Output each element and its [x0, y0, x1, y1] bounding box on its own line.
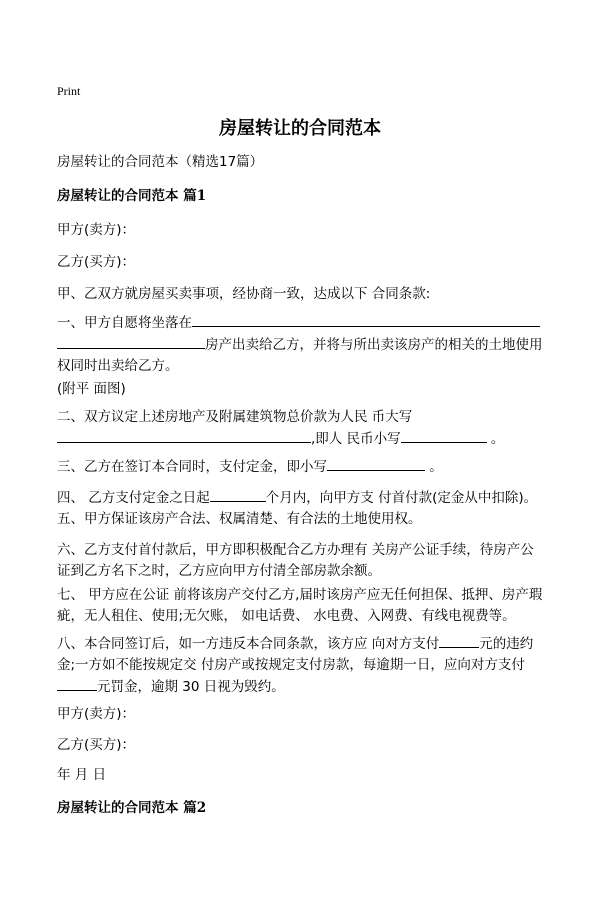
price-lower-blank: [401, 428, 487, 443]
penalty-blank-2: [57, 676, 97, 691]
clause-8-part-b: 元的违约金;一方如不能按规定交 付房产或按规定支付房款，每逾期一日，应向对方支付: [57, 636, 534, 673]
clause-2: [57, 407, 547, 450]
clause-7: 七、 甲方应在公证 前将该房产交付乙方,届时该房产应无任何担保、抵押、房产瑕疵，无人租住、使用;无欠账， 如电话费、 水电费、入网费、有线电视费等。: [57, 587, 543, 624]
document-subtitle: 房屋转让的合同范本（精选17篇）: [57, 154, 264, 170]
print-label: Print: [57, 84, 81, 98]
section-2-heading: 房屋转让的合同范本 篇2: [57, 800, 207, 816]
address-blank-2: [57, 334, 205, 349]
clause-2-part-a: 二、双方议定上述房地产及附属建筑物总价款为人民 币大写: [57, 409, 413, 425]
signature-buyer: 乙方(买方)：: [57, 737, 136, 753]
clause-3: [57, 456, 547, 478]
address-blank-1: [192, 312, 540, 327]
clause-2-part-c: 。: [490, 431, 505, 447]
price-upper-blank: [57, 428, 311, 443]
clause-4-part-b: 个月内，向甲方支 付首付款(定金从中扣除)。 五、甲方保证该房产合法、权属清楚、有合法的土地使用权。: [57, 490, 538, 527]
clause-8-part-c: 元罚金，逾期 30 日视为毁约。: [97, 679, 285, 695]
attachment-note: (附平 面图): [57, 381, 126, 397]
clause-1-part-b: 房产出卖给乙方，并将与所出卖该房产的相关的土地使用权同时出卖给乙方。: [57, 337, 543, 374]
clause-6: 六、乙方支付首付款后，甲方即积极配合乙方办理有 关房产公证手续，待房产公证到乙方名下之时，乙方应向甲方付清全部房款余额。: [57, 542, 534, 579]
clause-4-5: [57, 487, 547, 530]
clause-3-part-b: 。: [429, 459, 443, 475]
clause-4-part-a: 四、 乙方支付定金之日起: [57, 490, 210, 506]
document-title: 房屋转让的合同范本: [219, 118, 381, 139]
seller-line: 甲方(卖方)：: [57, 222, 136, 238]
clause-8: [57, 633, 547, 698]
penalty-blank-1: [439, 633, 479, 648]
deposit-blank: [327, 456, 425, 471]
signature-seller: 甲方(卖方)：: [57, 706, 136, 722]
signature-date: 年 月 日: [57, 767, 107, 783]
buyer-line: 乙方(买方)：: [57, 254, 136, 270]
clause-1-part-a: 一、甲方自愿将坐落在: [57, 315, 192, 331]
clause-1: [57, 312, 547, 377]
section-1-heading: 房屋转让的合同范本 篇1: [57, 188, 207, 204]
intro-paragraph: 甲、乙双方就房屋买卖事项，经协商一致，达成以下 合同条款:: [57, 286, 431, 302]
clause-8-part-a: 八、本合同签订后，如一方违反本合同条款，该方应 向对方支付: [57, 636, 440, 652]
months-blank: [210, 487, 266, 502]
clause-3-part-a: 三、乙方在签订本合同时，支付定金，即小写: [57, 459, 327, 475]
clause-2-part-b: ,即人 民币小写: [311, 431, 401, 447]
